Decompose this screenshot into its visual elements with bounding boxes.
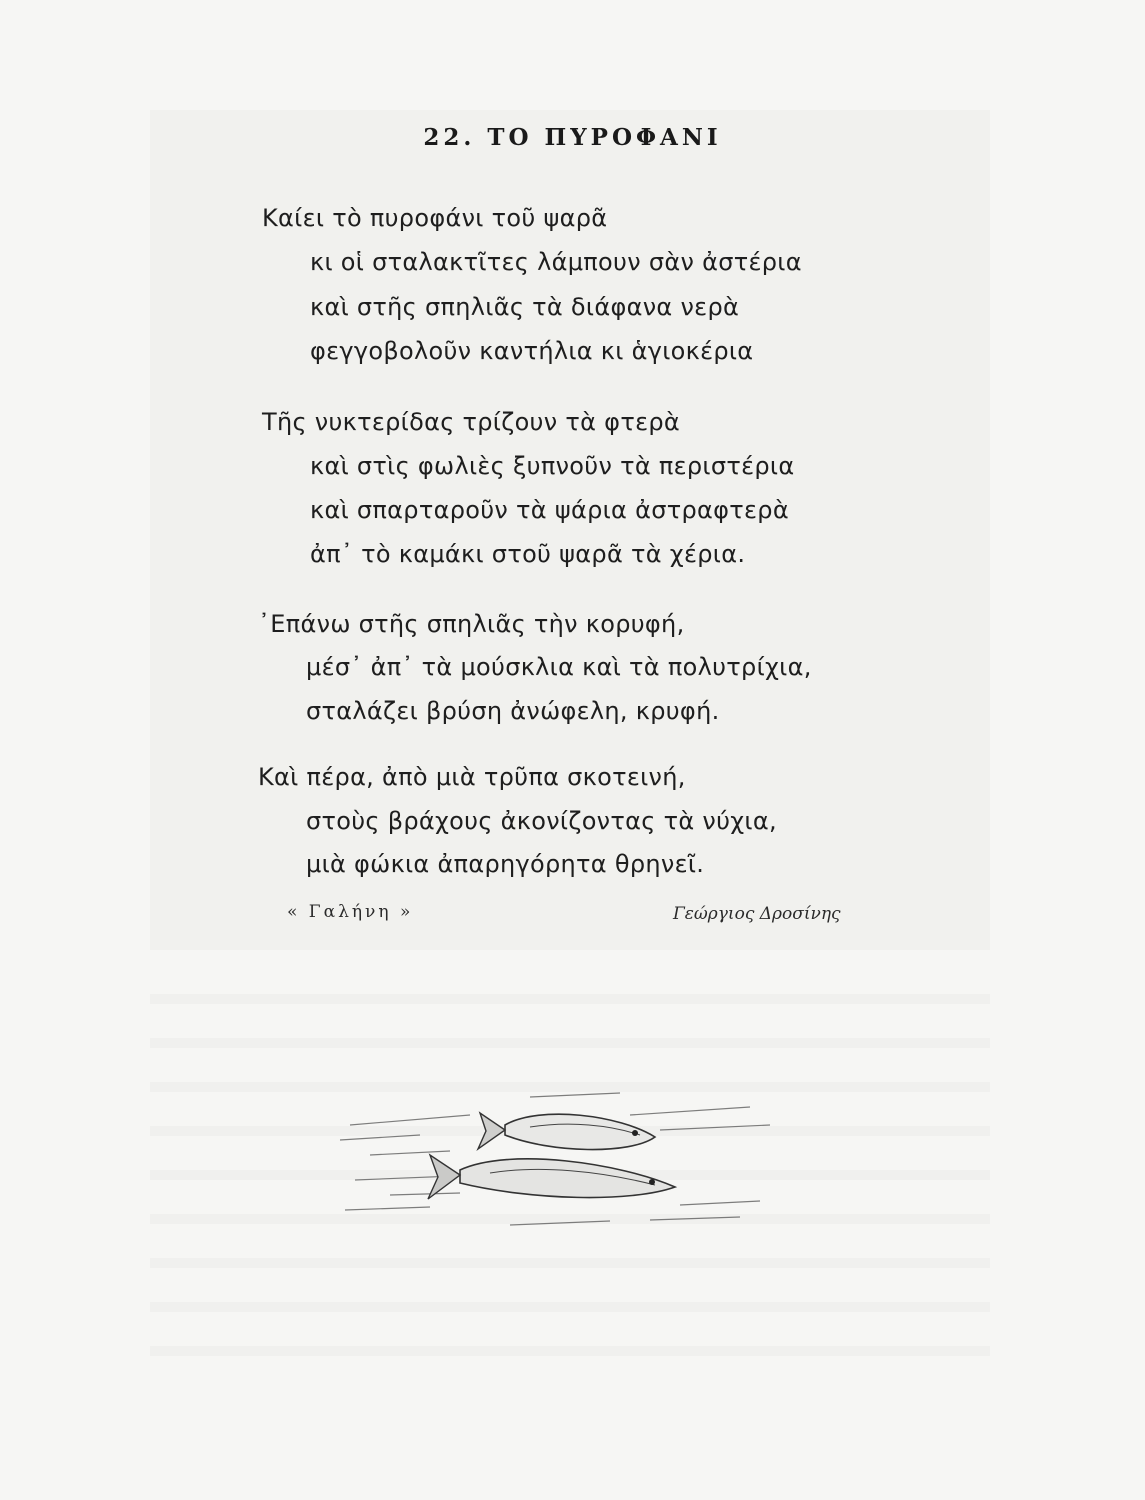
poem-line: στοὺς βράχους ἀκονίζοντας τὰ νύχια,: [306, 807, 777, 835]
poem-line: ᾽Επάνω στῆς σπηλιᾶς τὴν κορυφή,: [258, 610, 685, 638]
fish-icon: [428, 1155, 675, 1199]
poem-line: καὶ στὶς φωλιὲς ξυπνοῦν τὰ περιστέρια: [310, 452, 795, 480]
poem-line: ἀπ᾽ τὸ καμάκι στοῦ ψαρᾶ τὰ χέρια.: [310, 540, 746, 568]
poem-line: φεγγοβολοῦν καντήλια κι ἁγιοκέρια: [310, 337, 754, 365]
poem-line: σταλάζει βρύση ἀνώφελη, κρυφή.: [306, 697, 720, 725]
poem-line: καὶ στῆς σπηλιᾶς τὰ διάφανα νερὰ: [310, 293, 740, 321]
poem-line: κι οἱ σταλακτῖτες λάμπουν σὰν ἀστέρια: [310, 248, 802, 276]
author-name: Γεώργιος Δροσίνης: [673, 904, 841, 924]
poem-line: Καὶ πέρα, ἀπὸ μιὰ τρῦπα σκοτεινή,: [258, 763, 686, 791]
source-title: « Γαλήνη »: [287, 902, 414, 922]
poem-line: καὶ σπαρταροῦν τὰ ψάρια ἀστραφτερὰ: [310, 496, 789, 524]
fish-illustration: [330, 1085, 780, 1235]
fish-icon: [478, 1113, 655, 1150]
poem-line: Καίει τὸ πυροφάνι τοῦ ψαρᾶ: [262, 204, 608, 232]
poem-line: Τῆς νυκτερίδας τρίζουν τὰ φτερὰ: [262, 408, 680, 436]
poem-line: μέσ᾽ ἀπ᾽ τὰ μούσκλια καὶ τὰ πολυτρίχια,: [306, 653, 812, 681]
page-title: 22. ΤΟ ΠΥΡΟΦΑΝΙ: [423, 124, 722, 151]
poem-line: μιὰ φώκια ἀπαρηγόρητα θρηνεῖ.: [306, 850, 705, 878]
water-lines: [340, 1093, 770, 1225]
